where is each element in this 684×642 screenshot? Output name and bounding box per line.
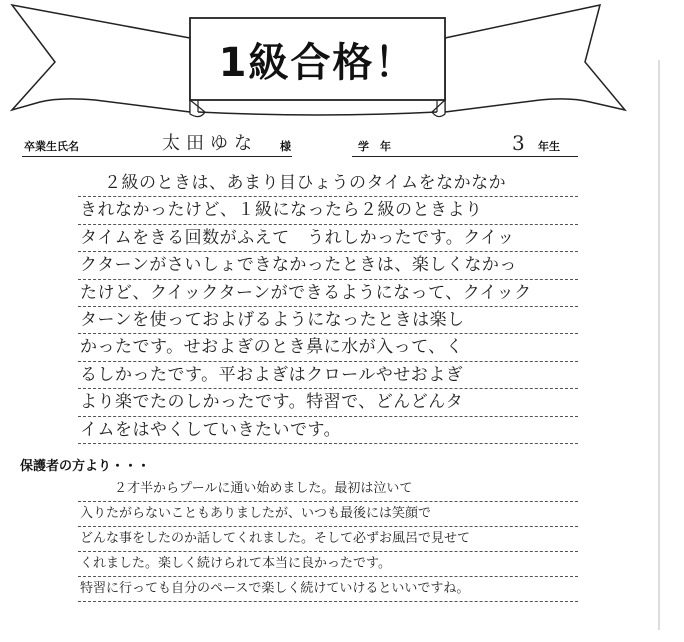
name-label: 卒業生氏名 <box>24 140 79 153</box>
student-line: るしかったです。平およぎはクロールやせおよぎ <box>78 362 578 389</box>
student-line: イムをはやくしていきたいです。 <box>78 417 578 444</box>
guardian-line: 入りたがらないこともありましたが、いつも最後には笑顔で <box>78 502 578 527</box>
guardian-line: どんな事をしたのか話してくれました。そして必ずお風呂で見せて <box>78 527 578 552</box>
ribbon-right-fold <box>432 100 445 117</box>
name-row <box>22 134 292 157</box>
grade-row <box>352 131 578 157</box>
guardian-line: くれました。楽しく続けられて本当に良かったです。 <box>78 552 578 577</box>
student-line: ２級のときは、あまり目ひょうのタイムをなかなか <box>78 170 578 197</box>
guardian-comment <box>78 477 578 602</box>
student-line: より楽でたのしかったです。特習で、どんどんタ <box>78 389 578 416</box>
student-line: たけど、クイックターンができるようになって、クイック <box>78 280 578 307</box>
guardian-line: 特習に行っても自分のペースで楽しく続けていけるといいですね。 <box>78 577 578 602</box>
student-name: 太田ゆな <box>162 133 258 154</box>
guardian-heading: 保護者の方より・・・ <box>20 459 151 474</box>
student-line: クターンがさいしょできなかったときは、楽しくなかっ <box>78 252 578 279</box>
student-comment <box>78 170 578 444</box>
student-line: タイムをきる回数がふえて うれしかったです。クイッ <box>78 225 578 252</box>
student-line: ターンを使っておよげるようになったときは楽し <box>78 307 578 334</box>
grade-suffix: 年生 <box>538 140 560 153</box>
grade-label: 学 年 <box>358 140 391 153</box>
ribbon-left-tail <box>12 5 190 112</box>
guardian-line: ２才半からプールに通い始めました。最初は泣いて <box>78 477 578 502</box>
student-line: かったです。せおよぎのとき鼻に水が入って、く <box>78 334 578 361</box>
page-title: 1級合格！ <box>218 39 417 86</box>
student-line: きれなかったけど、１級になったら２級のときより <box>78 197 578 224</box>
honorific: 様 <box>280 140 291 153</box>
scan-edge-line <box>658 60 660 630</box>
ribbon-right-tail <box>445 5 625 112</box>
grade-value: 3 <box>512 131 525 155</box>
